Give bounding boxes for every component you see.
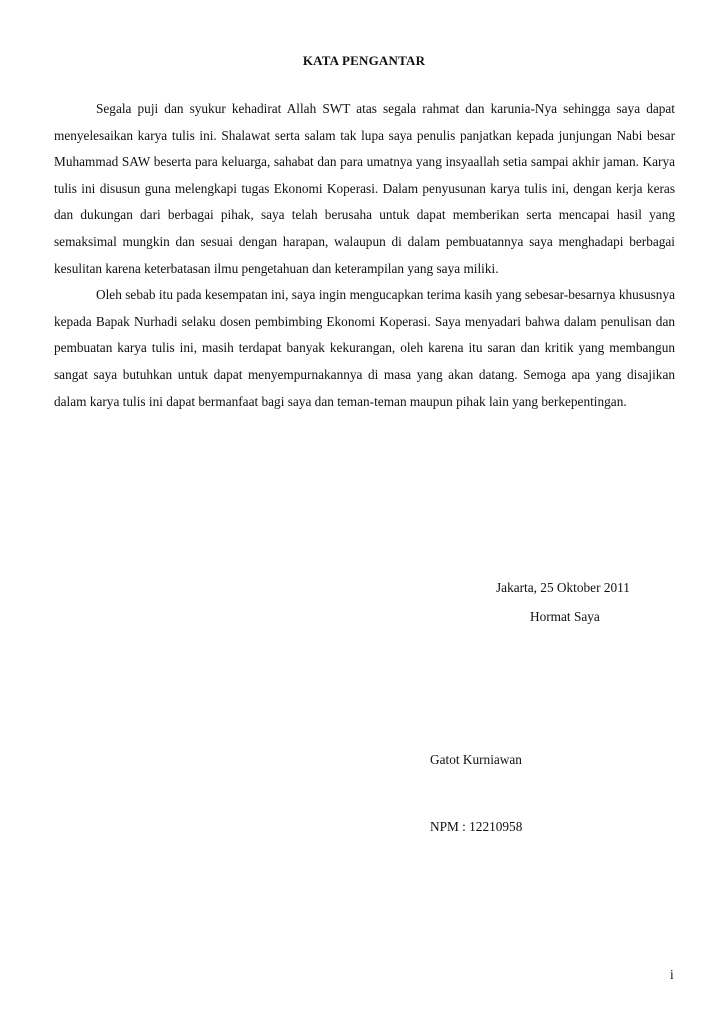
closing-salutation: Hormat Saya [530, 609, 600, 624]
paragraph-1: Segala puji dan syukur kehadirat Allah SWT atas segala rahmat dan karunia-Nya sehingga saya dapat menyelesaikan karya tulis ini. Shalawat serta salam tak lupa saya penulis panjatkan kepada junjungan Nabi besar Muhammad SAW beserta para keluarga, sahabat dan para umatnya yang insyaallah setia sampai akhir jaman. Karya tulis ini disusun guna melengkapi tugas Ekonomi Koperasi. Dalam penyusunan karya tulis ini, dengan kerja keras dan dukungan dari berbagai pihak, saya telah berusaha untuk dapat memberikan serta mencapai hasil yang semaksimal mungkin dan sesuai dengan harapan, walaupun di dalam pembuatannya saya menghadapi berbagai kesulitan karena keterbatasan ilmu pengetahuan dan keterampilan yang saya miliki. [54, 101, 675, 276]
page-title: KATA PENGANTAR [302, 53, 426, 68]
student-id: NPM : 12210958 [430, 819, 523, 834]
body-text [54, 96, 675, 415]
place-date: Jakarta, 25 Oktober 2011 [496, 580, 630, 595]
paragraph-2: Oleh sebab itu pada kesempatan ini, saya ingin mengucapkan terima kasih yang sebesar-besarnya khususnya kepada Bapak Nurhadi selaku dosen pembimbing Ekonomi Koperasi. Saya menyadari bahwa dalam penulisan dan pembuatan karya tulis ini, masih terdapat banyak kekurangan, oleh karena itu saran dan kritik yang membangun sangat saya butuhkan untuk dapat menyempurnakannya di masa yang akan datang. Semoga apa yang disajikan dalam karya tulis ini dapat bermanfaat bagi saya dan teman-teman maupun pihak lain yang berkepentingan. [54, 287, 675, 409]
author-name: Gatot Kurniawan [430, 752, 522, 767]
page-number: i [670, 967, 674, 982]
